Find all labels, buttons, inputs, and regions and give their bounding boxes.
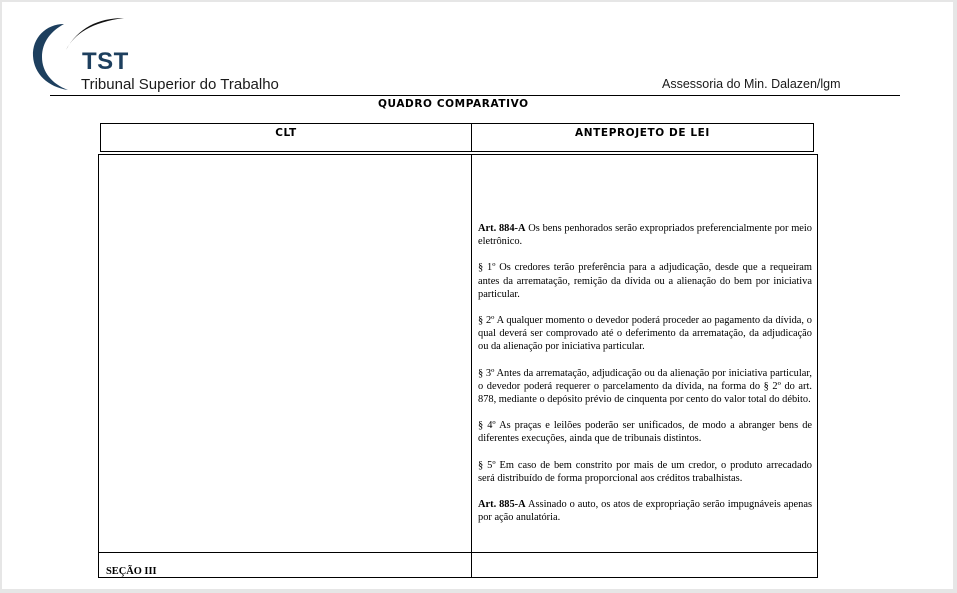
table-header <box>100 123 814 152</box>
paragraph-par-5: § 5º Em caso de bem constrito por mais de um credor, o produto arrecadado será distribuído de forma proporcional aos créditos trabalhistas. <box>478 459 812 484</box>
secao-heading: SEÇÃO III <box>106 566 157 577</box>
column-divider <box>471 155 472 577</box>
header-rule <box>50 95 900 96</box>
row-separator <box>99 552 817 553</box>
logo-abbreviation: TST <box>82 48 129 75</box>
paragraph-art-885a: Art. 885-A Assinado o auto, os atos de expropriação serão impugnáveis apenas por ação anulatória. <box>478 499 812 524</box>
comparison-table <box>98 154 818 578</box>
paragraph-art-884a: Art. 884-A Os bens penhorados serão expropriados preferencialmente por meio eletrônico. <box>478 223 812 248</box>
paragraph-par-2: § 2º A qualquer momento o devedor poderá proceder ao pagamento da dívida, o qual deverá ser comprovado até o deferimento da arrematação, da adjudicação ou da alienação por iniciativa particular. <box>478 315 812 353</box>
header-assessoria: Assessoria do Min. Dalazen/lgm <box>662 77 841 91</box>
document-title: QUADRO COMPARATIVO <box>378 98 529 110</box>
paragraph-par-4: § 4º As praças e leilões poderão ser unificados, de modo a abranger bens de diferentes execuções, ainda que de tribunais distintos. <box>478 420 812 445</box>
paragraph-par-1: § 1º Os credores terão preferência para a adjudicação, desde que a requeiram antes da arrematação, remição da dívida ou a alienação do bem por iniciativa particular. <box>478 262 812 300</box>
paragraph-par-3: § 3º Antes da arrematação, adjudicação ou da alienação por iniciativa particular, o devedor poderá requerer o parcelamento da dívida, na forma do § 2º do art. 878, mediante o depósito prévio de cinquenta por cento do valor total do débito. <box>478 367 812 406</box>
anteprojeto-column-text <box>478 222 812 524</box>
logo-institution-name: Tribunal Superior do Trabalho <box>81 76 279 93</box>
column-header-anteprojeto: ANTEPROJETO DE LEI <box>575 127 710 139</box>
document-page <box>2 2 953 589</box>
column-header-clt: CLT <box>101 124 472 151</box>
